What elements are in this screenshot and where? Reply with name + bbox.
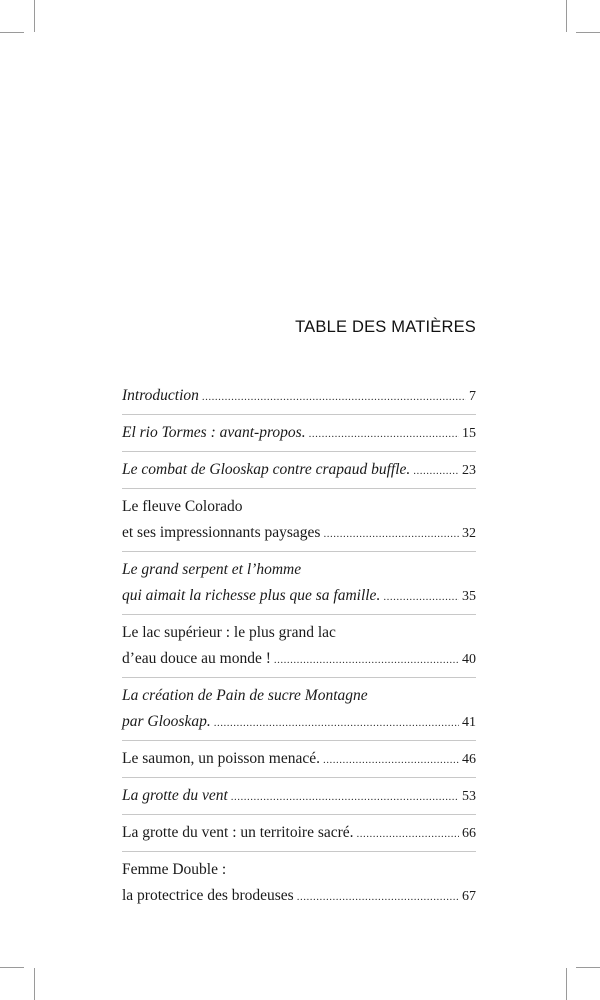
dot-leader <box>214 709 459 735</box>
toc-entry-title: la protectrice des brodeuses <box>122 887 294 904</box>
toc-entry-title: La grotte du vent : un territoire sacré. <box>122 824 354 841</box>
toc-entry[interactable] <box>122 778 476 815</box>
toc-entry[interactable] <box>122 452 476 489</box>
toc-page-number: 15 <box>462 426 476 441</box>
toc-entry-line <box>122 557 476 583</box>
toc-entry-line <box>122 820 476 846</box>
toc-page-number: 67 <box>462 889 476 904</box>
toc-page-number: 53 <box>462 789 476 804</box>
crop-mark-bottom-right-horizontal <box>576 967 600 968</box>
toc-entry[interactable] <box>122 383 476 415</box>
toc-page-number: 35 <box>462 589 476 604</box>
crop-mark-top-left-vertical <box>34 0 35 32</box>
toc-page-number: 32 <box>462 526 476 541</box>
toc-entry-line <box>122 883 476 909</box>
toc-entry-title: Le combat de Glooskap contre crapaud buffle. <box>122 461 411 478</box>
dot-leader <box>383 583 459 609</box>
toc-entry-title: Le grand serpent et l’homme <box>122 561 302 578</box>
toc-entry-line <box>122 783 476 809</box>
toc-entry-line <box>122 709 476 735</box>
toc-entry[interactable] <box>122 678 476 741</box>
toc-entry-title: Le lac supérieur : le plus grand lac <box>122 624 336 641</box>
dot-leader <box>309 420 459 446</box>
crop-mark-top-left-horizontal <box>0 32 24 33</box>
toc-entry-line <box>122 620 476 646</box>
toc-page-number: 66 <box>462 826 476 841</box>
toc-entry[interactable] <box>122 741 476 778</box>
toc-entry[interactable] <box>122 615 476 678</box>
toc-entry-title: Introduction <box>122 387 199 404</box>
toc-entry-title: El rio Tormes : avant-propos. <box>122 424 306 441</box>
toc-entry[interactable] <box>122 415 476 452</box>
toc-entry-title: d’eau douce au monde ! <box>122 650 271 667</box>
dot-leader <box>297 883 459 909</box>
toc-entry-title: par Glooskap. <box>122 713 211 730</box>
toc-entry[interactable] <box>122 815 476 852</box>
toc-page-number: 41 <box>462 715 476 730</box>
crop-mark-bottom-right-vertical <box>566 968 567 1000</box>
toc-entry[interactable] <box>122 852 476 914</box>
toc-entry-title: Le saumon, un poisson menacé. <box>122 750 321 767</box>
dot-leader <box>323 520 459 546</box>
toc-entry-line <box>122 420 476 446</box>
crop-mark-bottom-left-vertical <box>34 968 35 1000</box>
toc-entry-line <box>122 520 476 546</box>
dot-leader <box>202 383 466 409</box>
crop-mark-bottom-left-horizontal <box>0 967 24 968</box>
dot-leader <box>274 646 459 672</box>
toc-heading: TABLE DES MATIÈRES <box>295 318 476 336</box>
dot-leader <box>357 820 459 846</box>
toc-page-number: 46 <box>462 752 476 767</box>
crop-mark-top-right-vertical <box>566 0 567 32</box>
toc-entry-title: qui aimait la richesse plus que sa famille. <box>122 587 381 604</box>
toc-entry-line <box>122 857 476 883</box>
toc-page-number: 40 <box>462 652 476 667</box>
toc-entry-line <box>122 494 476 520</box>
table-of-contents <box>122 383 476 914</box>
toc-page-number: 23 <box>462 463 476 478</box>
toc-entry-line <box>122 383 476 409</box>
toc-entry-line <box>122 683 476 709</box>
toc-entry-line <box>122 646 476 672</box>
dot-leader <box>231 783 459 809</box>
toc-entry-title: Femme Double : <box>122 861 227 878</box>
toc-entry-line <box>122 583 476 609</box>
toc-page-number: 7 <box>469 389 476 404</box>
toc-entry-title: et ses impressionnants paysages <box>122 524 321 541</box>
toc-entry-line <box>122 746 476 772</box>
toc-entry-title: La création de Pain de sucre Montagne <box>122 687 368 704</box>
crop-mark-top-right-horizontal <box>576 32 600 33</box>
toc-entry-title: Le fleuve Colorado <box>122 498 243 515</box>
toc-entry[interactable] <box>122 489 476 552</box>
dot-leader <box>323 746 459 772</box>
dot-leader <box>413 457 459 483</box>
toc-entry[interactable] <box>122 552 476 615</box>
toc-entry-title: La grotte du vent <box>122 787 228 804</box>
toc-entry-line <box>122 457 476 483</box>
